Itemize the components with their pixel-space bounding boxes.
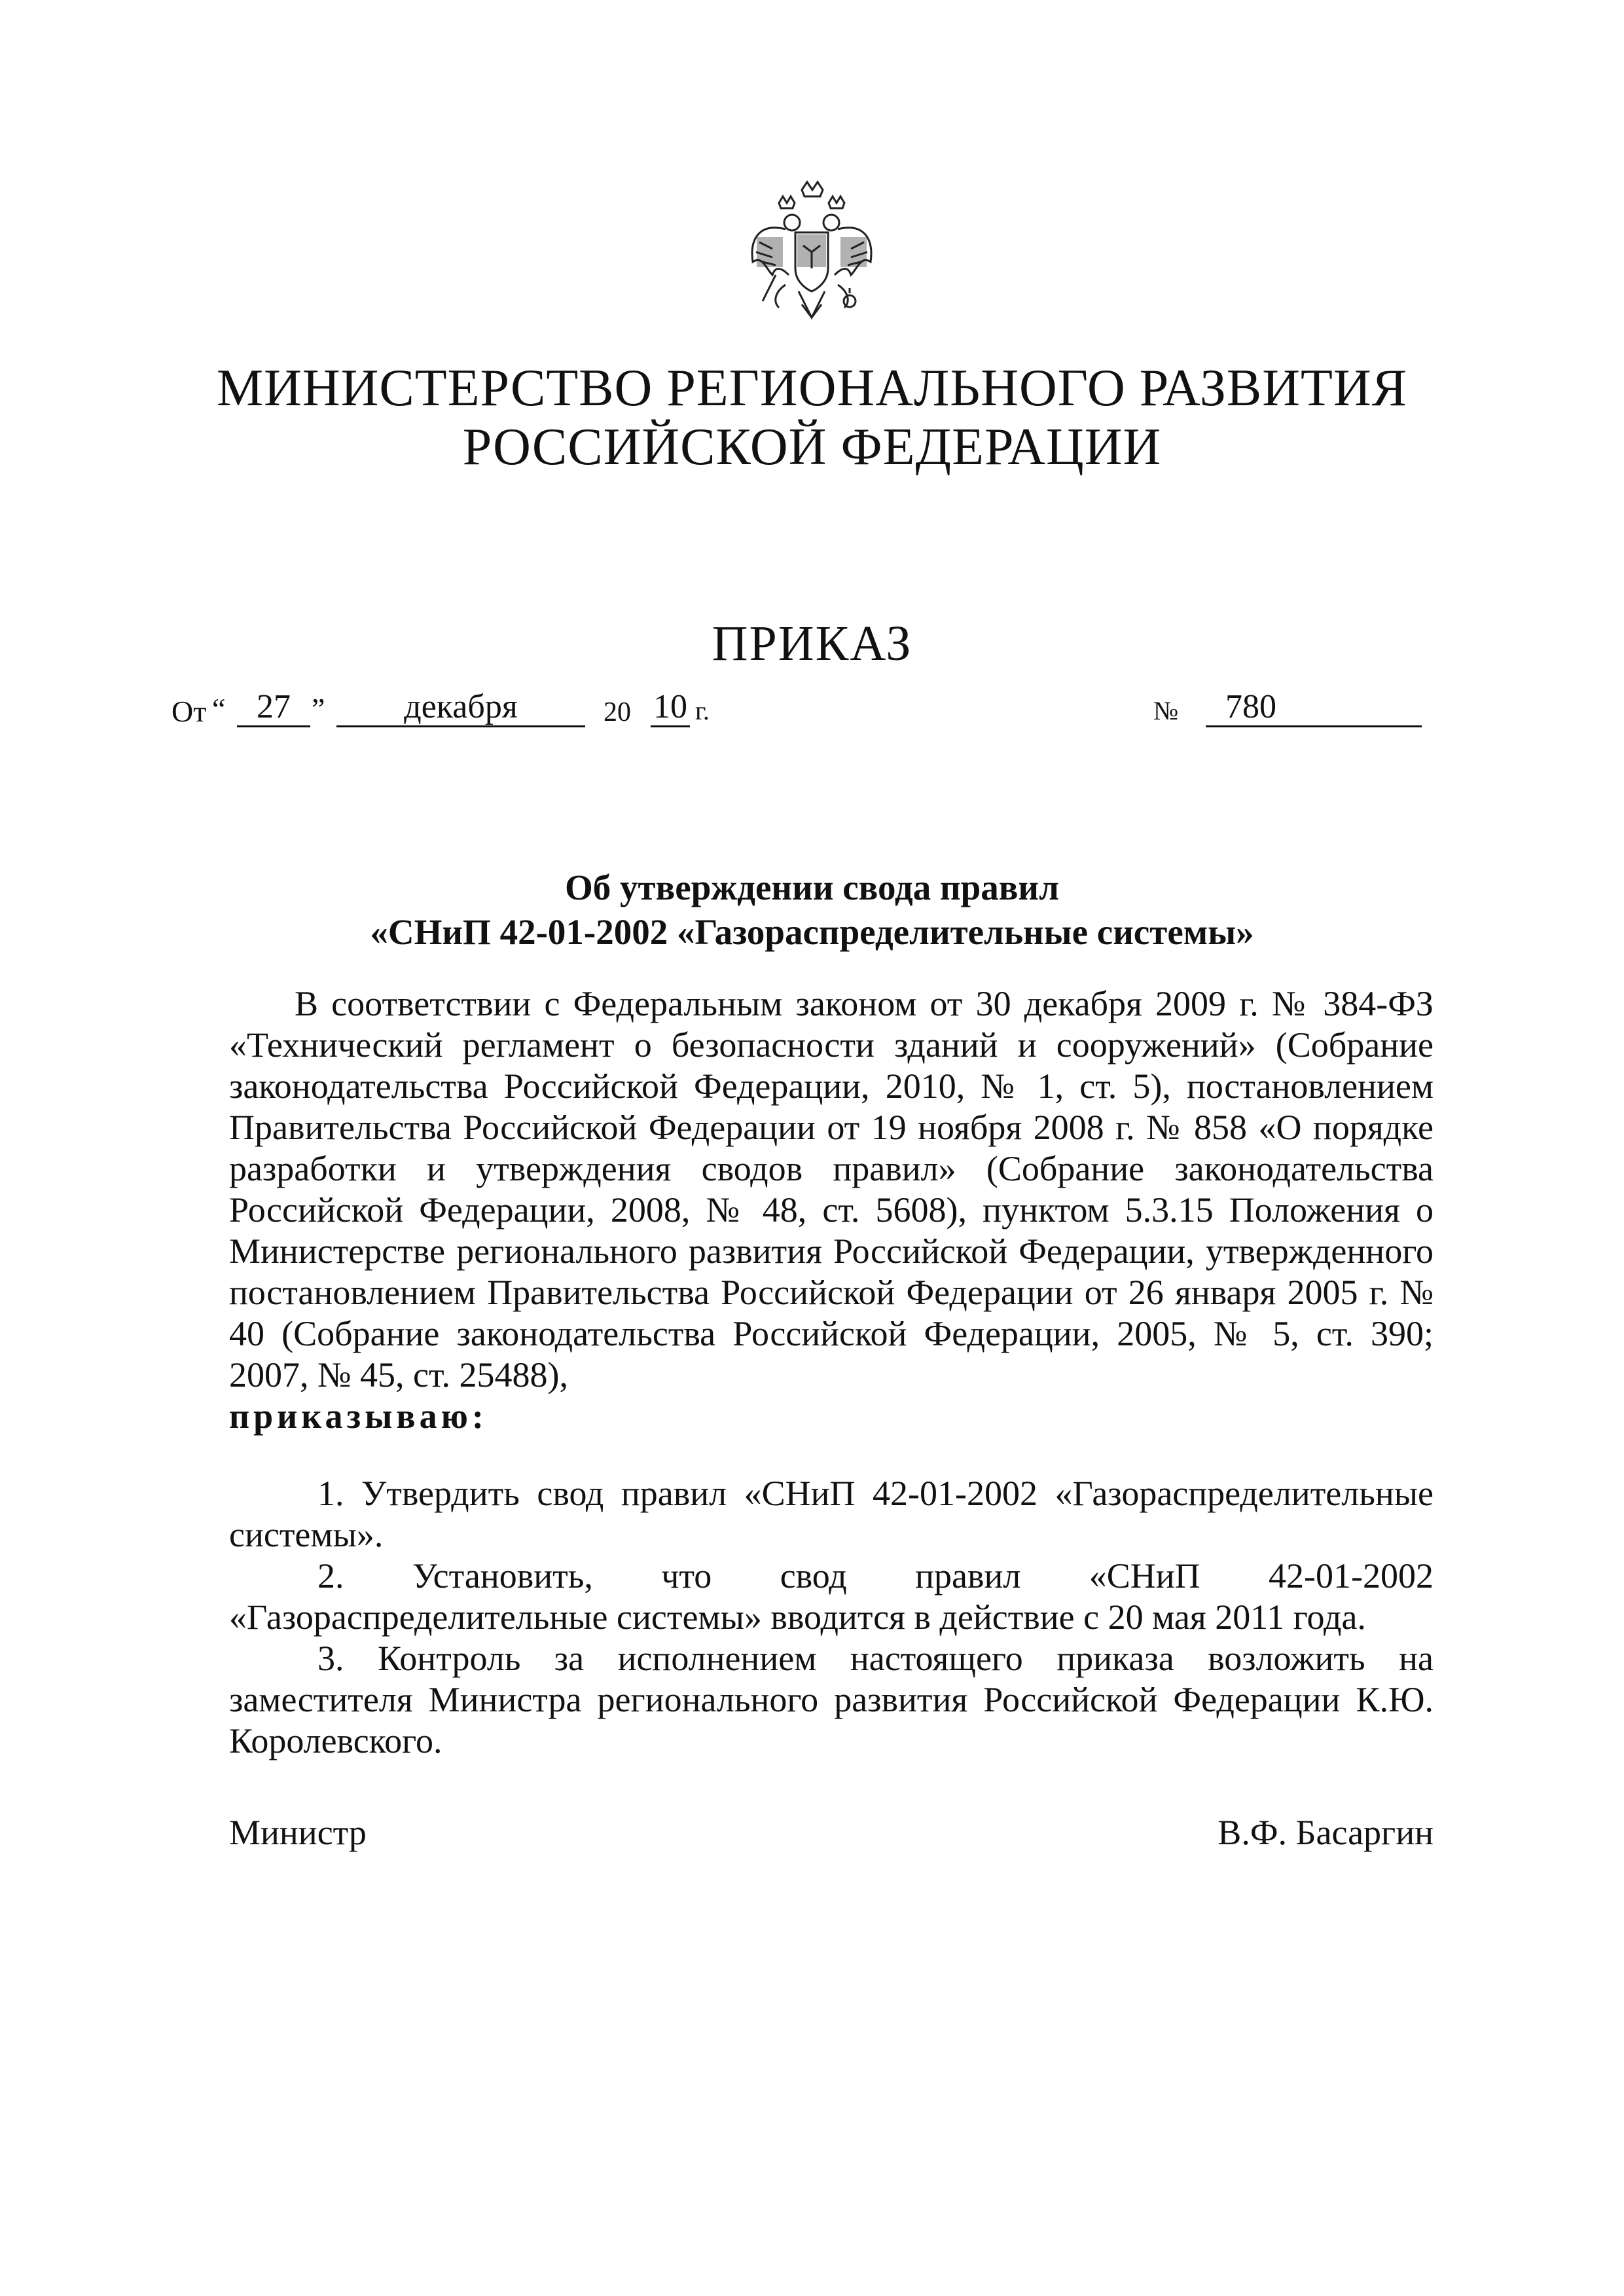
signatory-position: Министр <box>229 1813 367 1852</box>
date-month: декабря <box>336 689 585 727</box>
date-prefix: От <box>171 695 207 728</box>
subject-line-1: Об утверждении свода правил <box>565 867 1059 907</box>
close-quote: ” <box>312 692 325 725</box>
subject-line-2: «СНиП 42-01-2002 «Газораспределительные системы» <box>370 912 1254 952</box>
number-label: № <box>1153 696 1179 725</box>
order-items <box>229 1473 1434 1762</box>
date-day: 27 <box>237 689 310 727</box>
order-date <box>171 689 826 735</box>
year-prefix: 20 <box>604 697 631 727</box>
ministry-name-line-2: РОССИЙСКОЙ ФЕДЕРАЦИИ <box>462 418 1162 476</box>
open-quote: “ <box>212 692 226 725</box>
preamble-paragraph <box>229 983 1434 1437</box>
year-suffix: 10 <box>651 689 690 727</box>
decree-word: приказываю: <box>229 1396 488 1436</box>
document-title: ПРИКАЗ <box>712 616 912 671</box>
number-value: 780 <box>1206 689 1422 727</box>
signatory-name: В.Ф. Басаргин <box>1218 1813 1434 1852</box>
order-item-2: 2. Установить, что свод правил «СНиП 42-01-2002 «Газораспределительные системы» вводится в действие с 20 мая 2011 года. <box>229 1556 1434 1637</box>
order-item-3: 3. Контроль за исполнением настоящего приказа возложить на заместителя Министра регионального развития Российской Федерации К.Ю. Королевского. <box>229 1639 1434 1760</box>
ministry-name <box>0 359 1624 477</box>
year-mark: г. <box>695 696 710 725</box>
order-number <box>1153 689 1428 735</box>
order-item-1: 1. Утвердить свод правил «СНиП 42-01-2002 «Газораспределительные системы». <box>229 1474 1434 1554</box>
order-subject <box>0 866 1624 955</box>
ministry-name-line-1: МИНИСТЕРСТВО РЕГИОНАЛЬНОГО РАЗВИТИЯ <box>216 359 1408 417</box>
preamble-text: В соответствии с Федеральным законом от 30 декабря 2009 г. № 384-ФЗ «Технический регламент о безопасности зданий и сооружений» (Собрание законодательства Российской Федерации, 2010, № 1, ст. 5), постановлением Правительства Российской Федерации от 19 ноября 2008 г. № 858 «О порядке разработки и утверждения сводов правил» (Собрание законодательства Российской Федерации, 2008, № 48, ст. 5608), пунктом 5.3.15 Положения о Министерстве регионального развития Российской Федерации, утвержденного постановлением Правительства Российской Федерации от 26 января 2005 г. № 40 (Собрание законодательства Российской Федерации, 2005, № 5, ст. 390; 2007, № 45, ст. 25488), <box>229 984 1434 1394</box>
russian-coat-of-arms-icon <box>740 177 884 334</box>
signature-block <box>229 1812 1434 1858</box>
